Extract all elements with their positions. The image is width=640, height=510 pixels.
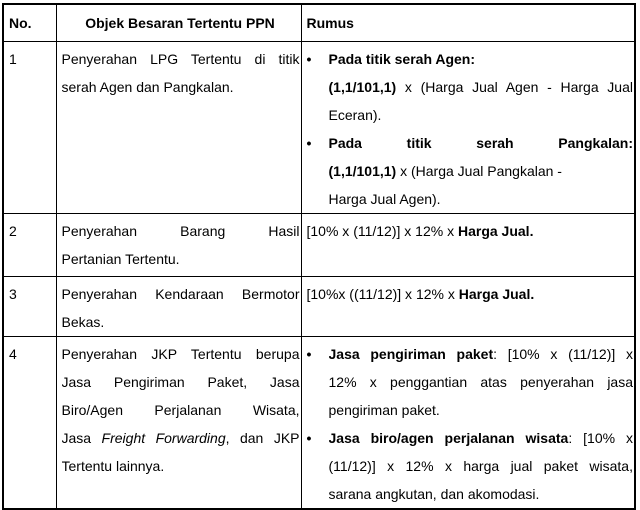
cell-objek bbox=[56, 213, 301, 276]
bullet-item bbox=[307, 340, 634, 424]
bullet-content bbox=[329, 340, 634, 424]
cell-no: 1 bbox=[3, 41, 56, 213]
text-line bbox=[62, 308, 300, 336]
text-segment: Harga Jual. bbox=[458, 285, 535, 302]
text-line bbox=[329, 396, 634, 424]
text-line bbox=[62, 45, 300, 73]
ppn-formula-table bbox=[2, 3, 636, 510]
text-segment: : [10% x bbox=[568, 429, 633, 446]
text-line bbox=[329, 157, 634, 185]
text-line bbox=[329, 452, 634, 480]
table-row bbox=[3, 213, 635, 276]
text-segment: serah Agen dan Pangkalan. bbox=[61, 78, 234, 95]
text-segment: (11/12)] x 12% x harga jual paket wisata, bbox=[328, 457, 633, 474]
text-segment: Biro/Agen Perjalanan Wisata, bbox=[61, 401, 300, 418]
text-line bbox=[62, 280, 300, 308]
text-segment: Freight Forwarding bbox=[101, 429, 226, 446]
text-line bbox=[329, 45, 634, 73]
text-segment: Harga Jual Agen). bbox=[328, 190, 441, 207]
text-segment: , dan JKP bbox=[225, 429, 300, 446]
column-header-no: No. bbox=[3, 4, 56, 41]
text-segment: (1,1/101,1) bbox=[328, 78, 397, 95]
text-segment: sarana angkutan, dan akomodasi. bbox=[328, 485, 540, 502]
cell-objek bbox=[56, 41, 301, 213]
text-line bbox=[62, 217, 300, 245]
text-segment: Bekas. bbox=[61, 313, 105, 330]
text-line bbox=[307, 280, 634, 308]
text-line bbox=[329, 368, 634, 396]
text-line bbox=[62, 340, 300, 368]
text-line bbox=[329, 73, 634, 101]
bullet-icon: • bbox=[306, 429, 312, 446]
bullet-content bbox=[329, 424, 634, 508]
text-line bbox=[62, 424, 300, 452]
text-segment: [10%x ((11/12)] x 12% x bbox=[306, 285, 459, 302]
table-header-row bbox=[3, 4, 635, 41]
table-row bbox=[3, 336, 635, 510]
bullet-icon: • bbox=[306, 134, 312, 151]
table-row bbox=[3, 276, 635, 336]
text-line bbox=[62, 73, 300, 101]
cell-rumus bbox=[301, 41, 635, 213]
column-header-objek: Objek Besaran Tertentu PPN bbox=[56, 4, 301, 41]
text-line bbox=[329, 480, 634, 508]
cell-no: 3 bbox=[3, 276, 56, 336]
text-segment: 12% x penggantian atas penyerahan jasa bbox=[328, 373, 633, 390]
cell-rumus bbox=[301, 336, 635, 510]
bullet-item bbox=[307, 129, 634, 213]
bullet-content bbox=[329, 45, 634, 129]
bullet-content bbox=[329, 129, 634, 213]
table-body bbox=[3, 41, 635, 510]
text-line bbox=[329, 101, 634, 129]
text-segment: Harga Jual. bbox=[457, 222, 534, 239]
text-line bbox=[329, 129, 634, 157]
text-segment: x (Harga Jual Agen - Harga Jual bbox=[396, 78, 633, 95]
text-line bbox=[329, 424, 634, 452]
text-segment: Eceran). bbox=[328, 106, 382, 123]
cell-no: 2 bbox=[3, 213, 56, 276]
column-header-rumus: Rumus bbox=[301, 4, 635, 41]
text-line bbox=[307, 217, 634, 245]
text-line bbox=[329, 185, 634, 213]
cell-objek bbox=[56, 336, 301, 510]
bullet-item bbox=[307, 424, 634, 508]
text-segment: Penyerahan LPG Tertentu di titik bbox=[61, 50, 300, 67]
text-segment: Penyerahan Kendaraan Bermotor bbox=[61, 285, 300, 302]
cell-no: 4 bbox=[3, 336, 56, 510]
cell-rumus bbox=[301, 276, 635, 336]
text-segment: (1,1/101,1) bbox=[328, 162, 397, 179]
text-line bbox=[329, 340, 634, 368]
bullet-icon: • bbox=[306, 50, 312, 67]
bullet-icon: • bbox=[306, 345, 312, 362]
text-line bbox=[62, 368, 300, 396]
text-line bbox=[62, 396, 300, 424]
text-segment: [10% x (11/12)] x 12% x bbox=[306, 222, 458, 239]
text-segment: Pertanian Tertentu. bbox=[61, 250, 180, 267]
text-segment: Jasa bbox=[61, 429, 102, 446]
text-segment: Jasa Pengiriman Paket, Jasa bbox=[61, 373, 300, 390]
text-segment: pengiriman paket. bbox=[328, 401, 440, 418]
text-segment: Penyerahan Barang Hasil bbox=[61, 222, 300, 239]
text-line bbox=[62, 452, 300, 480]
text-segment: Tertentu lainnya. bbox=[61, 457, 165, 474]
table-row bbox=[3, 41, 635, 213]
text-segment: Penyerahan JKP Tertentu berupa bbox=[61, 345, 300, 362]
text-segment: Pada titik serah Agen: bbox=[328, 50, 476, 67]
text-segment: : [10% x (11/12)] x bbox=[493, 345, 633, 362]
text-segment: Jasa pengiriman paket bbox=[328, 345, 494, 362]
cell-objek bbox=[56, 276, 301, 336]
text-segment: x (Harga Jual Pangkalan - bbox=[396, 162, 562, 179]
text-line bbox=[62, 245, 300, 273]
bullet-item bbox=[307, 45, 634, 129]
text-segment: Pada titik serah Pangkalan: bbox=[328, 134, 633, 151]
text-segment: Jasa biro/agen perjalanan wisata bbox=[328, 429, 569, 446]
cell-rumus bbox=[301, 213, 635, 276]
